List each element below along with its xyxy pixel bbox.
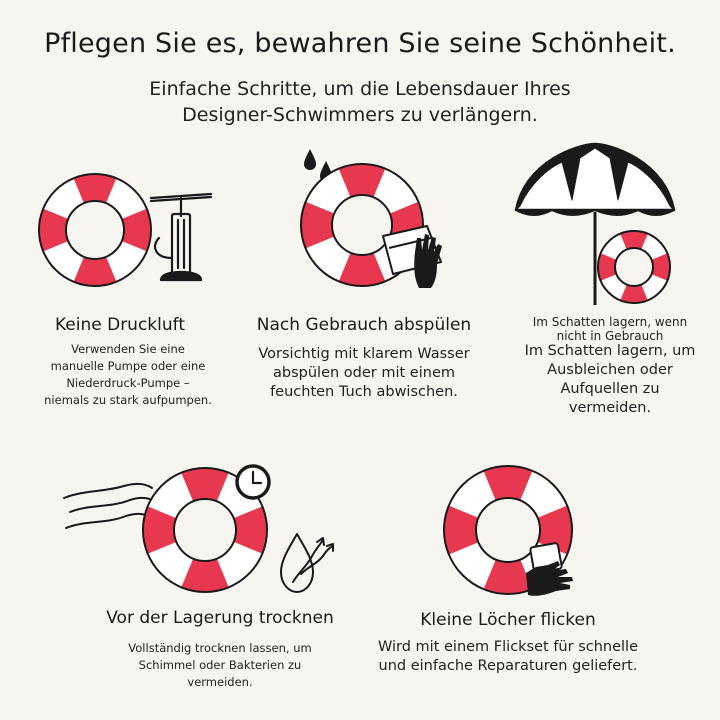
description-line: Schimmel oder Bakterien zu [138, 658, 302, 672]
step-heading-dry: Vor der Lagerung trocknen [106, 608, 334, 628]
subtitle-line: Designer-Schwimmers zu verlängern. [182, 104, 538, 126]
ring-outline [615, 248, 653, 286]
description-line: und einfache Reparaturen geliefert. [378, 658, 638, 674]
description-line: manuelle Pumpe oder eine [50, 359, 206, 373]
step-heading-no-compressed-air: Keine Druckluft [54, 315, 185, 335]
ring-outline [174, 499, 236, 561]
ring-outline [66, 201, 124, 259]
description-line: Niederdruck-Pumpe – [66, 376, 190, 390]
cloth-hand-icon [375, 218, 455, 298]
page-subtitle [0, 76, 720, 128]
evaporation-icon [275, 528, 337, 600]
step-heading-patch: Kleine Löcher flicken [420, 610, 596, 630]
step-description [224, 345, 504, 402]
patch-hand-icon [518, 535, 588, 605]
step-description [355, 638, 661, 676]
swim-ring-icon [595, 228, 673, 306]
description-line: Verwenden Sie eine [71, 342, 185, 356]
description-line: Vorsichtig mit klarem Wasser [258, 346, 470, 362]
step-heading-shade [500, 315, 720, 343]
description-line: vermeiden. [568, 400, 652, 416]
description-line: niemals zu stark aufpumpen. [44, 393, 212, 407]
page-title: Pflegen Sie es, bewahren Sie seine Schönheit. [44, 28, 676, 59]
hand-pump-icon [145, 188, 215, 288]
heading-line: nicht in Gebrauch [556, 329, 664, 343]
description-line: Vollständig trocknen lassen, um [128, 641, 312, 655]
step-heading-rinse: Nach Gebrauch abspülen [256, 315, 472, 335]
heading-line: Im Schatten lagern, wenn [532, 315, 688, 329]
description-line: Aufquellen zu [560, 381, 660, 397]
description-line: Wird mit einem Flickset für schnelle [377, 639, 639, 655]
step-description [0, 341, 256, 409]
swim-ring-icon [35, 170, 155, 290]
clock-icon [233, 462, 273, 502]
description-line: feuchten Tuch abwischen. [270, 384, 458, 400]
subtitle-line: Einfache Schritte, um die Lebensdauer Ihres [149, 78, 571, 100]
description-line: Im Schatten lagern, um [524, 343, 696, 359]
step-description [100, 640, 340, 691]
step-description [500, 342, 720, 418]
description-line: abspülen oder mit einem [273, 365, 455, 381]
description-line: Ausbleichen oder [547, 362, 673, 378]
description-line: vermeiden. [187, 675, 253, 689]
